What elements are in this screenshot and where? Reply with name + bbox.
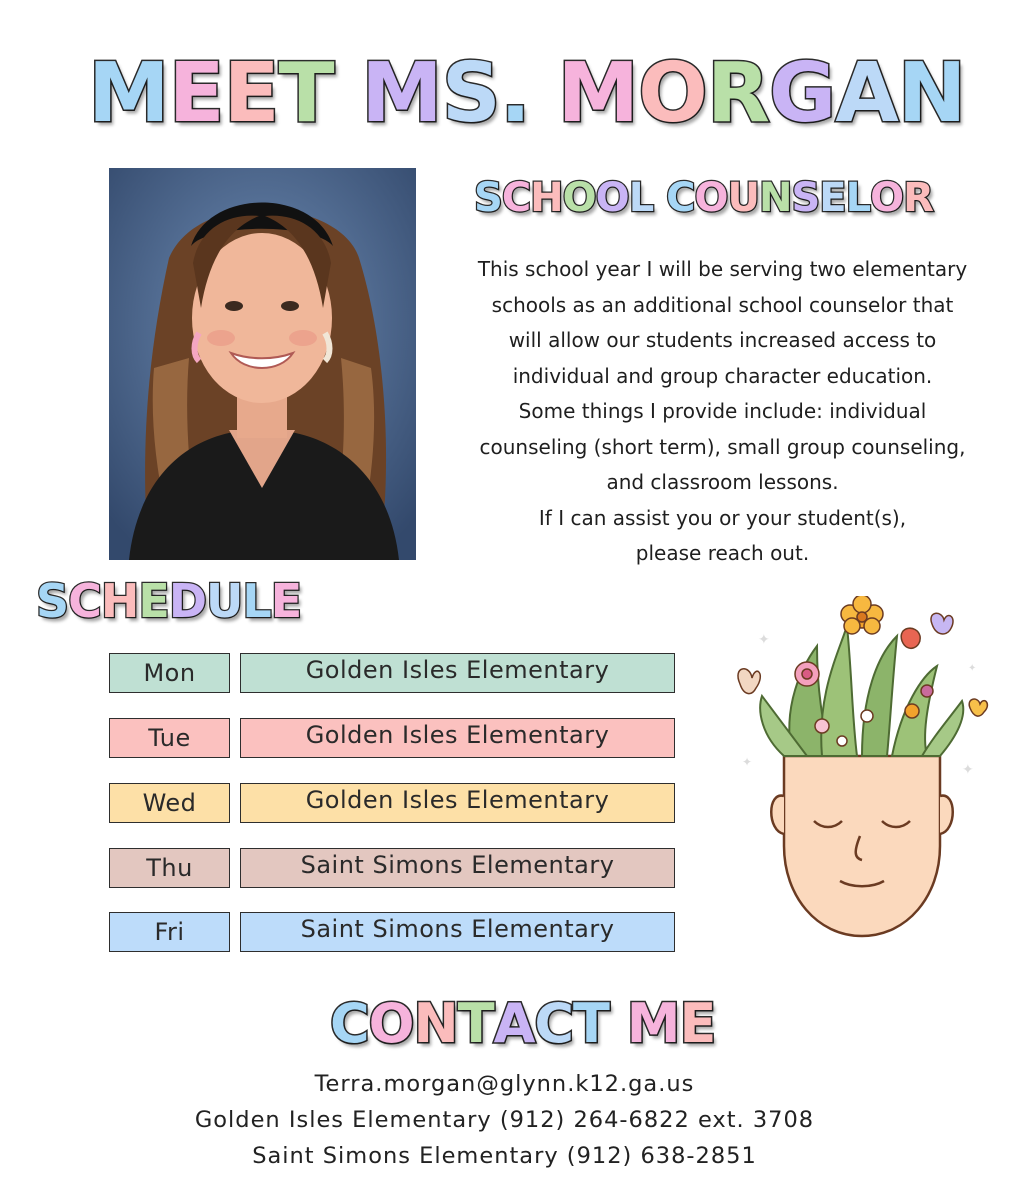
bio-line: Some things I provide include: individual — [518, 399, 927, 423]
schedule-day: Tue — [109, 718, 230, 758]
schedule-day: Thu — [109, 848, 230, 888]
schedule-day: Fri — [109, 912, 230, 952]
bio-line: and classroom lessons. — [606, 470, 839, 494]
svg-text:✦: ✦ — [758, 632, 770, 648]
bio-line: please reach out. — [635, 541, 810, 565]
schedule-day: Mon — [109, 653, 230, 693]
schedule-school: Golden Isles Elementary — [240, 653, 675, 693]
contact-phone-golden-isles: Golden Isles Elementary (912) 264-6822 ext. 3708 — [194, 1107, 815, 1133]
contact-email: Terra.morgan@glynn.k12.ga.us — [314, 1071, 695, 1097]
bio-line: This school year I will be serving two elementary — [477, 257, 968, 281]
schedule-school: Saint Simons Elementary — [240, 912, 675, 952]
contact-heading: CONTACT ME — [330, 992, 716, 1055]
contact-info — [0, 1066, 1009, 1174]
schedule-day: Wed — [109, 783, 230, 823]
schedule-school: Saint Simons Elementary — [240, 848, 675, 888]
svg-text:✦: ✦ — [962, 762, 974, 778]
schedule-school: Golden Isles Elementary — [240, 783, 675, 823]
bio-line: individual and group character education. — [512, 363, 933, 388]
schedule-school: Golden Isles Elementary — [240, 718, 675, 758]
bio-line: counseling (short term), small group counseling, — [479, 434, 966, 459]
bio-line: If I can assist you or your student(s), — [538, 505, 907, 530]
job-title: SCHOOL COUNSELOR — [474, 175, 933, 221]
bio-line: will allow our students increased access to — [508, 328, 937, 352]
bio-text — [440, 252, 1005, 572]
counselor-photo — [109, 168, 416, 560]
bio-line: schools as an additional school counselor that — [491, 292, 954, 317]
flower-head-illustration — [722, 596, 997, 968]
contact-phone-saint-simons: Saint Simons Elementary (912) 638-2851 — [252, 1143, 757, 1169]
svg-text:✦: ✦ — [742, 755, 753, 769]
schedule-heading: SCHEDULE — [36, 574, 302, 628]
svg-text:✦: ✦ — [968, 663, 977, 674]
page-title: MEET MS. MORGAN — [88, 46, 966, 141]
